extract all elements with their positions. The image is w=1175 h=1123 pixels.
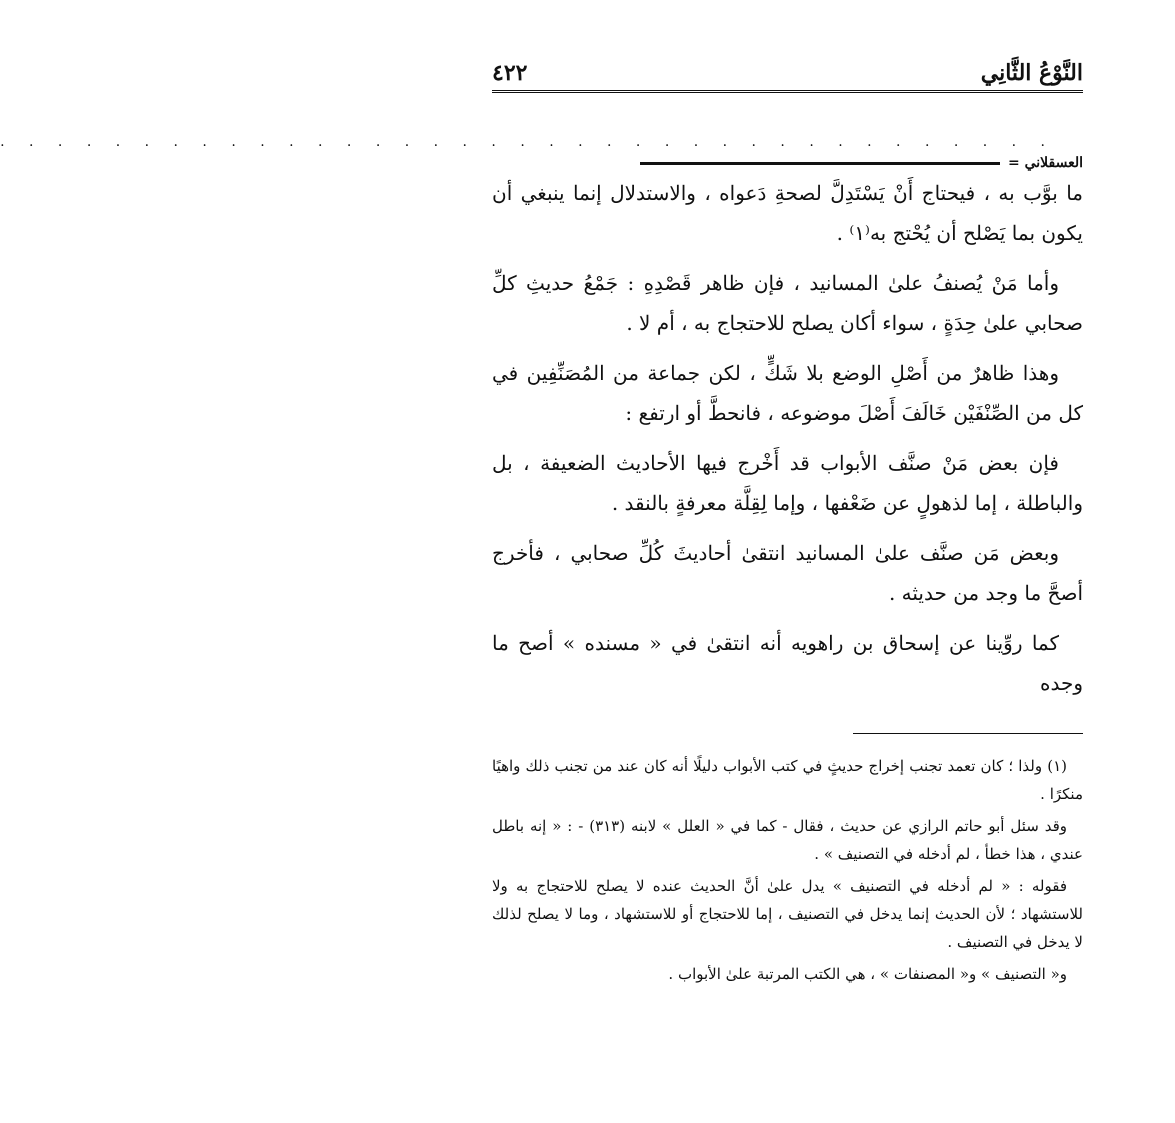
paragraph: وهذا ظاهرٌ من أَصْلِ الوضع بلا شَكٍّ ، لكن جماعة من المُصَنِّفِين في كل من الصِّنْفَيْن خَالَفَ أَصْلَ موضوعه ، فانحطَّ أو ارتفع : [492,361,1083,425]
footnote: فقوله : « لم أدخله في التصنيف » يدل علىٰ أنَّ الحديث عنده لا يصلح للاحتجاج به ولا للاستشهاد ؛ لأن الحديث إنما يدخل في التصنيف ، إما للاحتجاج أو للاستشهاد ، وما لا يصلح لذلك لا يدخل في التصنيف . [492,877,1083,951]
paragraph: كما روِّينا عن إسحاق بن راهويه أنه انتقىٰ في « مسنده » أصح ما وجده [492,631,1083,695]
paragraph: ما بوَّب به ، فيحتاج أَنْ يَسْتَدِلَّ لصحةِ دَعواه ، والاستدلال إنما ينبغي أن يكون بما يَصْلح أن يُحْتج به⁽١⁾ . [492,181,1083,245]
footnotes [492,752,1083,988]
chapter-title: النَّوْعُ الثَّانِي [980,60,1083,86]
running-header [492,48,1083,93]
ellipsis-dots: . . . . . . . . . . . . . . . . . . . . . . . . . . . . . . . . . . . . . [0,134,1055,150]
paragraph: فإن بعض مَنْ صنَّف الأبواب قد أَخْرج فيها الأحاديث الضعيفة ، بل والباطلة ، إما لذهولٍ عن ضَعْفها ، وإما لِقِلَّة معرفةٍ بالنقد . [492,451,1083,515]
main-text [492,173,1083,703]
paragraph: وأما مَنْ يُصنفُ علىٰ المسانيد ، فإن ظاهر قَصْدِهِ : جَمْعُ حديثِ كلِّ صحابي علىٰ حِدَةٍ ، سواء أكان يصلح للاحتجاج به ، أم لا . [492,271,1083,335]
continued-label: العسقلاني = [1007,155,1083,171]
continued-rule [640,162,1000,165]
page-number: ٤٢٢ [492,60,528,86]
footnote-separator [853,733,1083,734]
paragraph: وبعض مَن صنَّف علىٰ المسانيد انتقىٰ أحاديثَ كُلِّ صحابي ، فأخرج أصحَّ ما وجد من حديثه . [492,541,1083,605]
footnote: (١) ولذا ؛ كان تعمد تجنب إخراج حديثٍ في كتب الأبواب دليلًا أنه كان عند من تجنب ذلك واهيًا منكرًا . [492,757,1083,803]
footnote: و« التصنيف » و« المصنفات » ، هي الكتب المرتبة علىٰ الأبواب . [668,965,1067,983]
continued-note [492,155,1083,171]
footnote: وقد سئل أبو حاتم الرازي عن حديث ، فقال - كما في « العلل » لابنه (٣١٣) - : « إنه باطل عندي ، هذا خطأ ، لم أدخله في التصنيف » . [492,817,1083,863]
